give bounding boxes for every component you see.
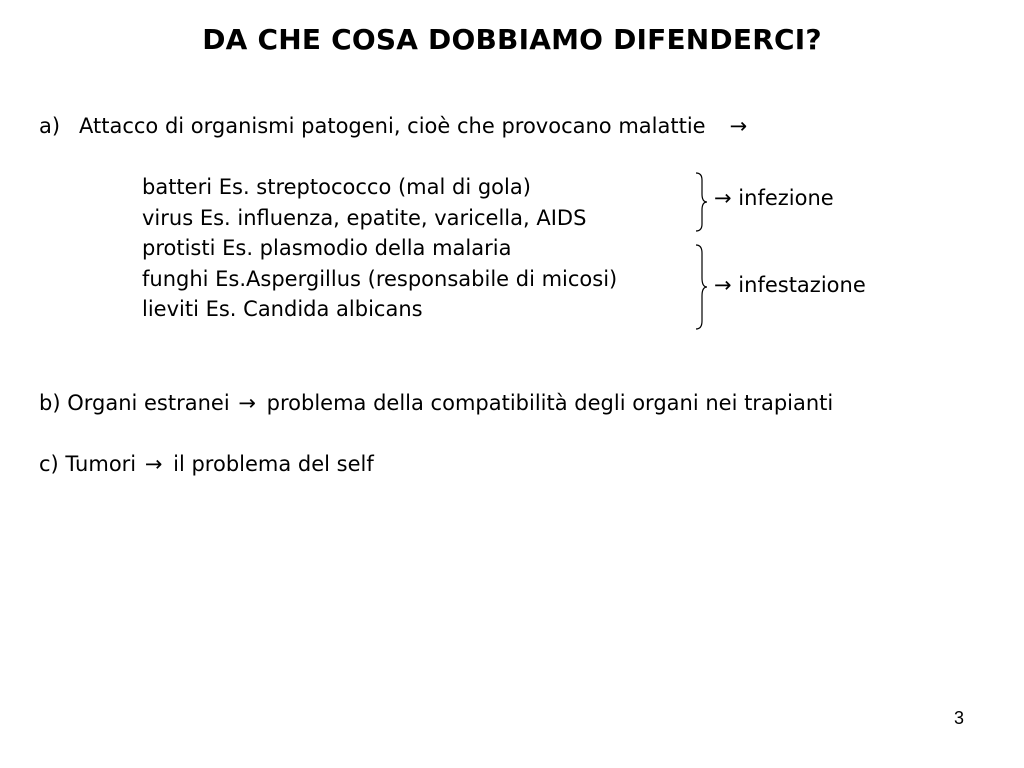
- item-a: [39, 111, 751, 141]
- item-a-marker: a): [39, 114, 61, 138]
- outcome-infection: [714, 183, 834, 213]
- organism-list: [142, 172, 617, 325]
- item-b-text: problema della compatibilità degli organi nei trapianti: [266, 391, 834, 415]
- item-c-arrow-icon: →: [144, 452, 163, 476]
- brace-infestation-icon: [694, 244, 708, 330]
- item-a-arrow-icon: →: [729, 114, 748, 138]
- organism-item-virus: virus Es. influenza, epatite, varicella, AIDS: [142, 205, 587, 230]
- infection-label: infezione: [738, 186, 834, 210]
- slide-title: DA CHE COSA DOBBIAMO DIFENDERCI?: [202, 23, 822, 56]
- infestation-arrow-icon: →: [714, 273, 732, 297]
- organism-item-fungi: funghi Es.Aspergillus (responsabile di micosi): [142, 266, 618, 291]
- outcome-infestation: [714, 270, 866, 300]
- item-c-text: il problema del self: [173, 452, 374, 476]
- brace-infection-icon: [694, 172, 708, 232]
- infestation-label: infestazione: [738, 273, 866, 297]
- infection-arrow-icon: →: [714, 186, 732, 210]
- item-c: [39, 449, 374, 479]
- organism-item-protists: protisti Es. plasmodio della malaria: [142, 236, 512, 260]
- item-a-text: Attacco di organismi patogeni, cioè che provocano malattie: [79, 114, 706, 138]
- item-b-arrow-icon: →: [238, 391, 256, 415]
- page-number: 3: [953, 708, 964, 728]
- organism-item-bacteria: batteri Es. streptococco (mal di gola): [142, 175, 531, 199]
- item-c-lead: c) Tumori: [39, 452, 137, 476]
- organism-item-yeasts: lieviti Es. Candida albicans: [142, 297, 423, 321]
- item-b: [39, 388, 833, 418]
- item-b-lead: b) Organi estranei: [39, 391, 230, 415]
